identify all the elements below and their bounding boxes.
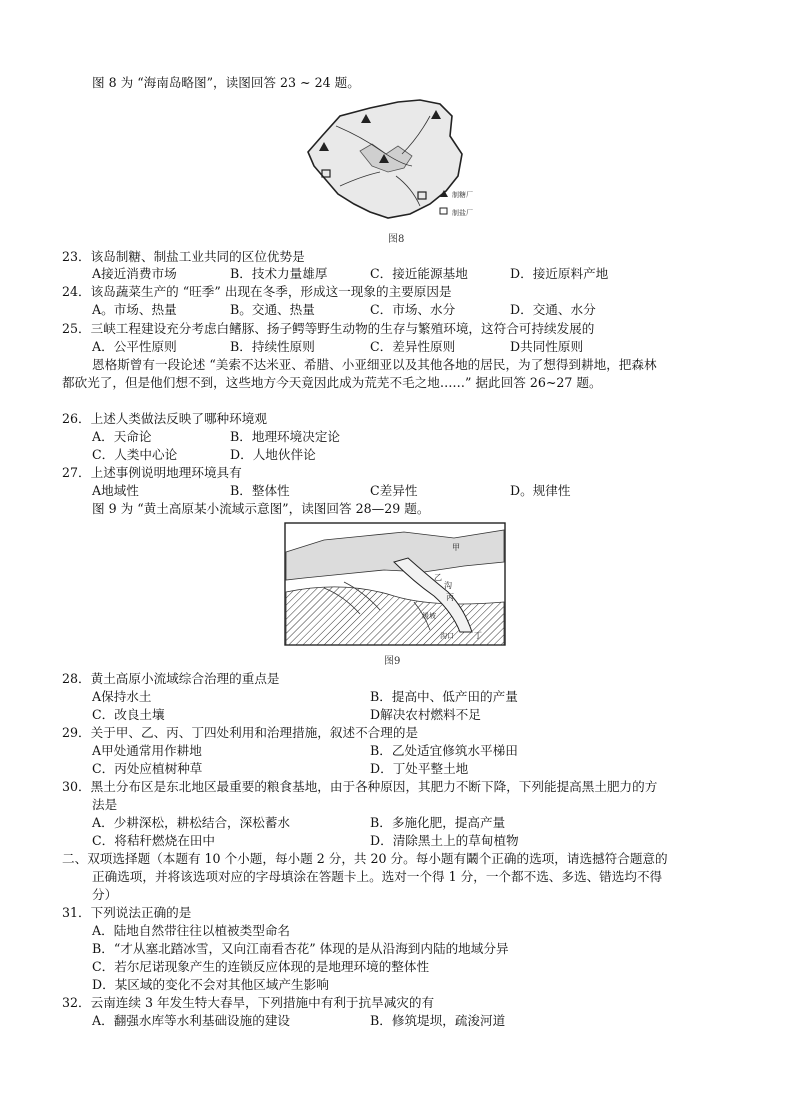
label-bing: 丙 (446, 593, 454, 602)
q26-stem: 26．上述人类做法反映了哪种环境观 (62, 411, 267, 426)
q29-option-b: B．乙处适宜修筑水平梯田 (370, 743, 518, 758)
label-yi: 乙 (434, 573, 442, 582)
q30-option-c: C．将秸秆燃烧在田中 (92, 833, 215, 848)
q31-option-c: C．若尔尼诺现象产生的连锁反应体现的是地理环境的整体性 (92, 959, 430, 974)
label-gou: 沟 (444, 581, 452, 590)
label-jia: 甲 (452, 543, 460, 552)
fig8-intro: 图 8 为 “海南岛略图”，读图回答 23 ~ 24 题。 (92, 75, 360, 90)
q30-stem-line1: 30．黑土分布区是东北地区最重要的粮食基地，由于各种原因，其肥力不断下降，下列能提高黑土肥力的方 (62, 779, 658, 794)
q28-option-c: C．改良土壤 (92, 707, 165, 722)
q31-option-a: A．陆地自然带往往以植被类型命名 (92, 923, 291, 938)
fig8-caption: 图8 (388, 234, 405, 245)
fig9-caption: 图9 (384, 656, 401, 667)
q24-option-d: D．交通、水分 (510, 302, 596, 317)
q27-option-b: B．整体性 (230, 483, 290, 498)
q28-option-d: D解决农村燃料不足 (370, 707, 481, 722)
q25-option-c: C．差异性原则 (370, 339, 456, 354)
q25-option-a: A．公平性原则 (92, 339, 177, 354)
q27-option-d: D。规律性 (510, 483, 571, 498)
q29-option-c: C．丙处应植树种草 (92, 761, 203, 776)
q32-option-a: A．翻强水库等水利基础设施的建设 (92, 1013, 291, 1028)
q31-stem: 31．下列说法正确的是 (62, 905, 192, 920)
q28-option-b: B．提高中、低产田的产量 (370, 689, 518, 704)
q25-stem: 25．三峡工程建设充分考虑白鳍豚、扬子鳄等野生动物的生存与繁殖环境，这符合可持续发展的 (62, 321, 595, 336)
legend-sugar-label: 制糖厂 (452, 191, 473, 199)
q26-option-d: D．人地伙伴论 (230, 447, 316, 462)
fig9-intro: 图 9 为 “黄土高原某小流域示意图”，读图回答 28—29 题。 (92, 501, 430, 516)
loess-watershed-figure (284, 522, 506, 646)
q26-option-b: B．地理环境决定论 (230, 429, 341, 444)
q30-option-b: B．多施化肥，提高产量 (370, 815, 506, 830)
q32-option-b: B．修筑堤坝，疏浚河道 (370, 1013, 506, 1028)
q30-option-a: A．少耕深松，耕松结合，深松蓄水 (92, 815, 291, 830)
label-mouth: 沟口 (440, 632, 454, 640)
q25-option-b: B．持续性原则 (230, 339, 315, 354)
q29-option-d: D．丁处平整土地 (370, 761, 469, 776)
q24-stem: 24．该岛蔬菜生产的 “旺季” 出现在冬季，形成这一现象的主要原因是 (62, 284, 452, 299)
label-ding: 丁 (474, 631, 482, 640)
q29-option-a: A甲处通常用作耕地 (92, 743, 202, 758)
q31-option-d: D．某区域的变化不会对其他区域产生影响 (92, 977, 329, 992)
q28-stem: 28．黄土高原小流域综合治理的重点是 (62, 671, 280, 686)
q25-option-d: D共同性原则 (510, 339, 584, 354)
q32-stem: 32．云南连续 3 年发生特大春旱，下列措施中有利于抗旱减灾的有 (62, 995, 435, 1010)
q23-stem: 23．该岛制糖、制盐工业共同的区位优势是 (62, 249, 305, 264)
q27-option-c: C差异性 (370, 483, 418, 498)
q26-option-a: A．天命论 (92, 429, 152, 444)
q24-option-b: B。交通、热量 (230, 302, 315, 317)
q27-stem: 27．上述事例说明地理环境具有 (62, 465, 242, 480)
label-slope: 缓坡 (422, 612, 436, 620)
q31-option-b: B．“才从塞北踏冰雪，又向江南看杏花” 体现的是从沿海到内陆的地域分异 (92, 941, 509, 956)
q30-stem-line2: 法是 (92, 797, 118, 812)
q24-option-c: C．市场、水分 (370, 302, 456, 317)
q23-option-c: C．接近能源基地 (370, 266, 468, 281)
q28-option-a: A保持水土 (92, 689, 152, 704)
section2-heading-line3: 分） (92, 887, 118, 902)
section2-heading-line1: 二、双项选择题（本题有 10 个小题，每小题 2 分，共 20 分。每小题有鬫个正确的选项，请选撼符合题意的 (62, 851, 668, 866)
q23-option-b: B．技术力量雄厚 (230, 266, 328, 281)
q29-stem: 29．关于甲、乙、丙、丁四处利用和治理措施，叙述不合理的是 (62, 725, 419, 740)
q23-option-d: D．接近原料产地 (510, 266, 609, 281)
q30-option-d: D．清除黑土上的草甸植物 (370, 833, 519, 848)
q26-option-c: C．人类中心论 (92, 447, 178, 462)
q24-option-a: A。市场、热量 (92, 302, 177, 317)
hainan-map-figure (300, 96, 490, 226)
section2-heading-line2: 正确选项，并将该选项对应的字母填涂在答题卡上。选对一个得 1 分，一个都不选、多选、错选均不得 (92, 869, 663, 884)
engels-passage-line2: 都砍光了，但是他们想不到，这些地方今天竟因此成为荒芜不毛之地……” 据此回答 26~27 题。 (62, 375, 602, 390)
q23-option-a: A接近消费市场 (92, 266, 177, 281)
engels-passage-line1: 恩格斯曾有一段论述 “美索不达米亚、希腊、小亚细亚以及其他各地的居民，为了想得到耕地，把森林 (92, 357, 657, 372)
legend-salt-label: 制盐厂 (452, 209, 473, 217)
q27-option-a: A地域性 (92, 483, 139, 498)
legend-salt-icon (440, 208, 447, 214)
